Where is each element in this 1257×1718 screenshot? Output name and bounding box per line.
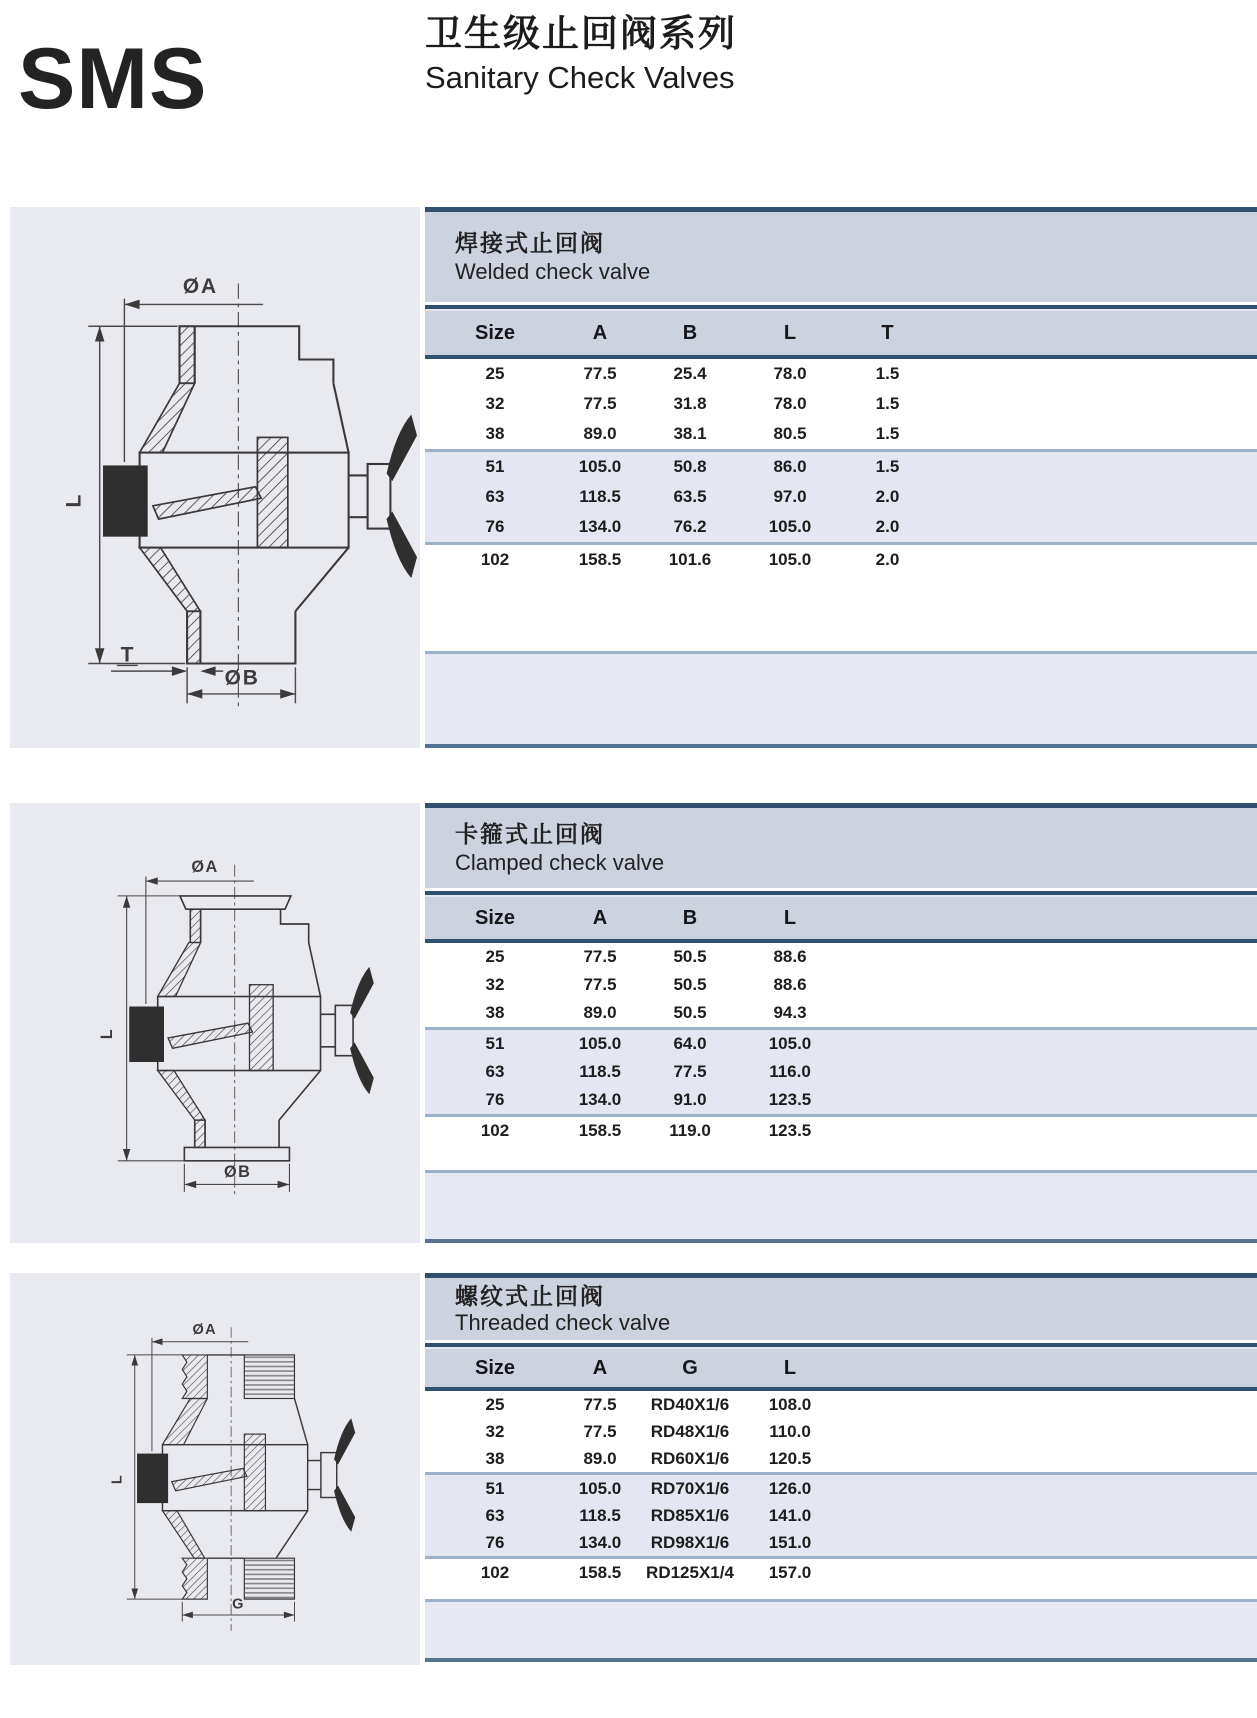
table-cell: 25.4 [673,364,707,383]
col-header: A [592,321,608,344]
valve-cross-section [110,1322,356,1631]
table-cell: 31.8 [673,394,707,413]
table-cell: 50.8 [673,457,707,476]
table-row [425,1502,1257,1529]
table-cell: 105.0 [578,1478,622,1498]
page-title-zh: 卫生级止回阀系列 [425,13,737,54]
table-cell: 141.0 [768,1505,812,1525]
table-cell: 63.5 [673,487,707,506]
table-cell: 102 [480,1121,510,1140]
col-header: G [682,1356,698,1379]
row-group [425,1475,1257,1556]
table-cell: 51 [485,1034,505,1053]
table-cell: 105.0 [578,457,622,476]
table-blank-area [425,575,1257,651]
col-header: Size [474,1356,516,1379]
table-header-row [425,1349,1257,1387]
table-cell: 118.5 [579,487,621,506]
table-cell: RD85X1/6 [650,1505,730,1525]
title-separator [425,302,1257,311]
table-cell: 25 [485,364,505,383]
valve-cross-section [63,275,417,711]
welded-table [425,207,1257,748]
table-cell: 94.3 [773,1003,807,1022]
table-header-row [425,311,1257,355]
table-cell: 1.5 [875,457,900,476]
table-title-band [425,212,1257,302]
col-header: Size [474,321,516,344]
table-bottom-band [425,654,1257,744]
row-group [425,545,1257,575]
welded-valve-svg [10,207,420,748]
table-cell: RD70X1/6 [650,1478,730,1498]
table-cell: 86.0 [773,457,807,476]
col-header: A [592,906,608,929]
table-cell: 51 [485,457,505,476]
table-cell: 97.0 [773,487,807,506]
table-title-zh: 螺纹式止回阀 [455,1283,605,1310]
dim-label-thickness: T [120,643,136,667]
table-body [425,943,1257,1145]
table-row [425,1529,1257,1556]
table-cell: RD125X1/4 [646,1562,734,1582]
table-cell: RD40X1/6 [650,1394,730,1414]
table-row [425,1030,1257,1058]
table-cell: RD98X1/6 [650,1532,730,1552]
table-cell: RD48X1/6 [650,1421,730,1441]
section-welded [10,207,1257,748]
table-row [425,419,1257,449]
table-cell: 25 [485,1394,505,1414]
table-cell: 77.5 [583,1421,617,1441]
row-group [425,1559,1257,1586]
col-header: A [592,1356,608,1379]
row-group [425,452,1257,542]
table-cell: 38.1 [673,424,707,443]
col-header: L [783,906,797,929]
row-group [425,943,1257,1027]
table-cell: 64.0 [673,1034,707,1053]
table-cell: 78.0 [773,364,807,383]
col-header: B [682,321,698,344]
table-row [425,1418,1257,1445]
table-cell: 151.0 [768,1532,812,1552]
table-row [425,999,1257,1027]
table-cell: 120.5 [768,1448,812,1468]
table-blank-area [425,1145,1257,1170]
table-body [425,359,1257,575]
table-bottom-border [425,744,1257,748]
table-bottom-band [425,1602,1257,1658]
table-row [425,359,1257,389]
col-header: L [783,321,797,344]
brand-logo: SMS [18,31,208,127]
threaded-valve-drawing [10,1273,420,1665]
table-cell: 1.5 [875,424,900,443]
table-cell: 89.0 [583,1448,617,1468]
threaded-table [425,1273,1257,1662]
table-cell: 158.5 [578,1121,622,1140]
table-row [425,545,1257,575]
table-cell: 50.5 [673,947,707,966]
table-body [425,1391,1257,1586]
table-cell: 76 [485,1090,505,1109]
table-cell: 119.0 [669,1121,711,1140]
table-title-en: Welded check valve [455,258,651,284]
table-cell: 1.5 [875,394,900,413]
table-cell: 158.5 [578,1562,622,1582]
table-cell: 63 [485,487,505,506]
table-cell: RD60X1/6 [650,1448,730,1468]
table-bottom-border [425,1658,1257,1662]
table-cell: 50.5 [673,1003,707,1022]
table-cell: 108.0 [768,1394,812,1414]
table-title-en: Clamped check valve [455,849,665,875]
dim-label-length: L [109,1473,126,1485]
clamped-table [425,803,1257,1243]
table-cell: 32 [485,394,505,413]
table-cell: 123.5 [768,1121,812,1140]
table-cell: 38 [485,1003,505,1022]
table-cell: 63 [485,1505,505,1525]
table-cell: 89.0 [583,1003,617,1022]
row-group [425,1117,1257,1145]
table-cell: 2.0 [875,550,900,569]
table-title-zh: 卡箍式止回阀 [455,820,605,847]
table-cell: 77.5 [583,975,617,994]
table-cell: 76 [485,1532,505,1552]
table-cell: 105.0 [768,517,812,536]
row-group [425,359,1257,449]
table-cell: 80.5 [773,424,807,443]
table-title-band [425,808,1257,888]
table-cell: 134.0 [578,517,622,536]
table-cell: 134.0 [578,1090,622,1109]
table-row [425,1058,1257,1086]
table-cell: 105.0 [768,550,812,569]
col-header: Size [474,906,516,929]
dim-label-dia-b: ØB [223,1163,252,1182]
dim-label-thread: G [232,1596,245,1613]
table-row [425,389,1257,419]
table-cell: 77.5 [583,394,617,413]
table-title-band [425,1278,1257,1340]
page-title-block [425,10,737,96]
table-cell: 32 [485,975,505,994]
dim-label-length: L [97,1027,116,1040]
table-row [425,452,1257,482]
dim-label-dia-a: ØA [182,275,218,298]
table-cell: 77.5 [583,364,617,383]
table-cell: 102 [480,1562,510,1582]
clamped-valve-svg [10,803,420,1243]
table-cell: 118.5 [579,1505,621,1525]
dim-label-dia-b: ØB [224,666,260,690]
table-cell: 91.0 [673,1090,707,1109]
table-title-zh: 焊接式止回阀 [455,229,605,256]
table-cell: 88.6 [773,975,807,994]
table-bottom-border [425,1239,1257,1243]
table-row [425,1086,1257,1114]
table-cell: 38 [485,1448,505,1468]
dim-label-dia-a: ØA [192,1321,217,1338]
table-cell: 88.6 [773,947,807,966]
table-row [425,1117,1257,1145]
table-cell: 134.0 [578,1532,622,1552]
table-row [425,482,1257,512]
row-group [425,1391,1257,1472]
clamped-valve-drawing [10,803,420,1243]
table-row [425,971,1257,999]
table-row [425,1475,1257,1502]
table-header-row [425,897,1257,939]
table-title-en: Threaded check valve [455,1309,671,1335]
dim-label-length: L [62,492,86,508]
table-cell: 51 [485,1478,505,1498]
table-cell: 116.0 [769,1062,811,1081]
table-blank-area [425,1586,1257,1599]
table-cell: 32 [485,1421,505,1441]
table-cell: 2.0 [875,517,900,536]
table-cell: 76 [485,517,505,536]
table-cell: 63 [485,1062,505,1081]
table-cell: 50.5 [673,975,707,994]
valve-cross-section [98,858,374,1198]
dim-label-dia-a: ØA [191,858,219,877]
table-cell: 77.5 [583,1394,617,1414]
table-row [425,1445,1257,1472]
col-header: T [881,321,894,344]
table-cell: 77.5 [583,947,617,966]
table-cell: 102 [480,550,510,569]
table-cell: 76.2 [673,517,707,536]
table-cell: 105.0 [578,1034,622,1053]
table-cell: 89.0 [583,424,617,443]
table-cell: 77.5 [673,1062,707,1081]
welded-valve-drawing [10,207,420,748]
table-cell: 25 [485,947,505,966]
table-cell: 78.0 [773,394,807,413]
table-cell: 157.0 [768,1562,812,1582]
threaded-valve-svg [10,1273,420,1665]
table-bottom-band [425,1173,1257,1239]
table-row [425,512,1257,542]
title-separator [425,888,1257,897]
table-cell: 158.5 [578,550,622,569]
title-separator [425,1340,1257,1349]
col-header: L [783,1356,797,1379]
table-cell: 118.5 [579,1062,621,1081]
table-cell: 126.0 [768,1478,812,1498]
table-cell: 2.0 [875,487,900,506]
table-cell: 123.5 [768,1090,812,1109]
table-cell: 105.0 [768,1034,812,1053]
table-row [425,943,1257,971]
table-cell: 110.0 [769,1421,811,1441]
row-group [425,1030,1257,1114]
table-row [425,1391,1257,1418]
section-threaded [10,1273,1257,1665]
table-cell: 1.5 [875,364,900,383]
table-row [425,1559,1257,1586]
table-cell: 101.6 [668,550,712,569]
table-cell: 38 [485,424,505,443]
col-header: B [682,906,698,929]
page-title-en: Sanitary Check Valves [425,60,735,96]
section-clamped [10,803,1257,1243]
